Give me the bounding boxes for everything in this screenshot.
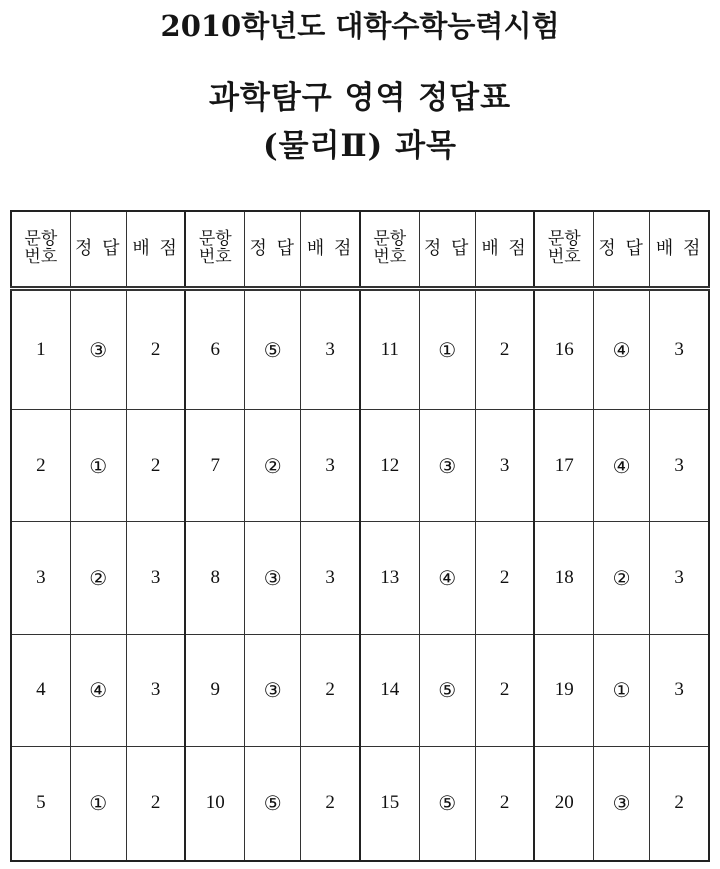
header-score: 배 점 — [475, 211, 534, 289]
answer-cell: ① — [70, 410, 126, 522]
answer-cell: ② — [594, 522, 650, 634]
answer-cell: ① — [594, 634, 650, 746]
answer-cell: ③ — [245, 522, 301, 634]
answer-cell: ⑤ — [419, 746, 475, 861]
header-number-line1: 문항 — [373, 229, 407, 250]
score-cell: 3 — [650, 634, 709, 746]
score-cell: 3 — [475, 410, 534, 522]
table-row — [11, 289, 709, 410]
answer-cell: ⑤ — [419, 634, 475, 746]
answer-cell: ④ — [419, 522, 475, 634]
exam-title: 2010학년도 대학수학능력시험 — [160, 9, 560, 43]
question-number: 19 — [534, 634, 593, 746]
header-question-number — [185, 211, 244, 289]
score-cell: 3 — [650, 289, 709, 410]
question-number: 12 — [360, 410, 419, 522]
answer-cell: ② — [245, 410, 301, 522]
answer-cell: ③ — [245, 634, 301, 746]
question-number: 4 — [11, 634, 70, 746]
header-number-line2: 번호 — [24, 247, 58, 267]
header-score: 배 점 — [650, 211, 709, 289]
answer-table-body — [11, 289, 709, 862]
header-question-number — [360, 211, 419, 289]
answer-cell: ③ — [419, 410, 475, 522]
header-answer: 정 답 — [245, 211, 301, 289]
header-answer: 정 답 — [70, 211, 126, 289]
header-row — [11, 211, 709, 289]
question-number: 6 — [185, 289, 244, 410]
score-cell: 3 — [301, 522, 360, 634]
score-cell: 3 — [301, 410, 360, 522]
question-number: 11 — [360, 289, 419, 410]
question-number: 2 — [11, 410, 70, 522]
answer-cell: ④ — [594, 410, 650, 522]
subject-title: (물리Ⅱ) 과목 — [262, 128, 458, 164]
table-row — [11, 634, 709, 746]
question-number: 5 — [11, 746, 70, 861]
score-cell: 2 — [650, 746, 709, 861]
question-number: 16 — [534, 289, 593, 410]
score-cell: 3 — [650, 522, 709, 634]
question-number: 7 — [185, 410, 244, 522]
question-number: 3 — [11, 522, 70, 634]
question-number: 10 — [185, 746, 244, 861]
header-answer: 정 답 — [419, 211, 475, 289]
score-cell: 2 — [126, 410, 185, 522]
answer-cell: ③ — [594, 746, 650, 861]
header-number-line1: 문항 — [24, 229, 58, 250]
header-question-number — [11, 211, 70, 289]
question-number: 14 — [360, 634, 419, 746]
score-cell: 3 — [301, 289, 360, 410]
answer-cell: ⑤ — [245, 289, 301, 410]
answer-cell: ④ — [594, 289, 650, 410]
score-cell: 2 — [475, 289, 534, 410]
answer-cell: ③ — [70, 289, 126, 410]
question-number: 18 — [534, 522, 593, 634]
question-number: 15 — [360, 746, 419, 861]
header-number-line2: 번호 — [547, 247, 581, 267]
header-score: 배 점 — [301, 211, 360, 289]
section-title: 과학탐구 영역 정답표 — [208, 80, 512, 116]
question-number: 17 — [534, 410, 593, 522]
answer-cell: ② — [70, 522, 126, 634]
question-number: 13 — [360, 522, 419, 634]
score-cell: 3 — [126, 522, 185, 634]
table-row — [11, 410, 709, 522]
answer-table — [10, 210, 710, 862]
score-cell: 3 — [126, 634, 185, 746]
header-question-number — [534, 211, 593, 289]
score-cell: 3 — [650, 410, 709, 522]
score-cell: 2 — [126, 289, 185, 410]
score-cell: 2 — [301, 746, 360, 861]
score-cell: 2 — [475, 522, 534, 634]
question-number: 20 — [534, 746, 593, 861]
header-answer: 정 답 — [594, 211, 650, 289]
score-cell: 2 — [126, 746, 185, 861]
header-number-line2: 번호 — [198, 247, 232, 267]
answer-cell: ⑤ — [245, 746, 301, 861]
header-score: 배 점 — [126, 211, 185, 289]
answer-cell: ① — [70, 746, 126, 861]
question-number: 8 — [185, 522, 244, 634]
question-number: 9 — [185, 634, 244, 746]
table-row — [11, 522, 709, 634]
score-cell: 2 — [475, 746, 534, 861]
score-cell: 2 — [301, 634, 360, 746]
header-number-line1: 문항 — [198, 229, 232, 250]
header-number-line2: 번호 — [373, 247, 407, 267]
answer-cell: ④ — [70, 634, 126, 746]
score-cell: 2 — [475, 634, 534, 746]
table-row — [11, 746, 709, 861]
header-number-line1: 문항 — [547, 229, 581, 250]
answer-cell: ① — [419, 289, 475, 410]
question-number: 1 — [11, 289, 70, 410]
